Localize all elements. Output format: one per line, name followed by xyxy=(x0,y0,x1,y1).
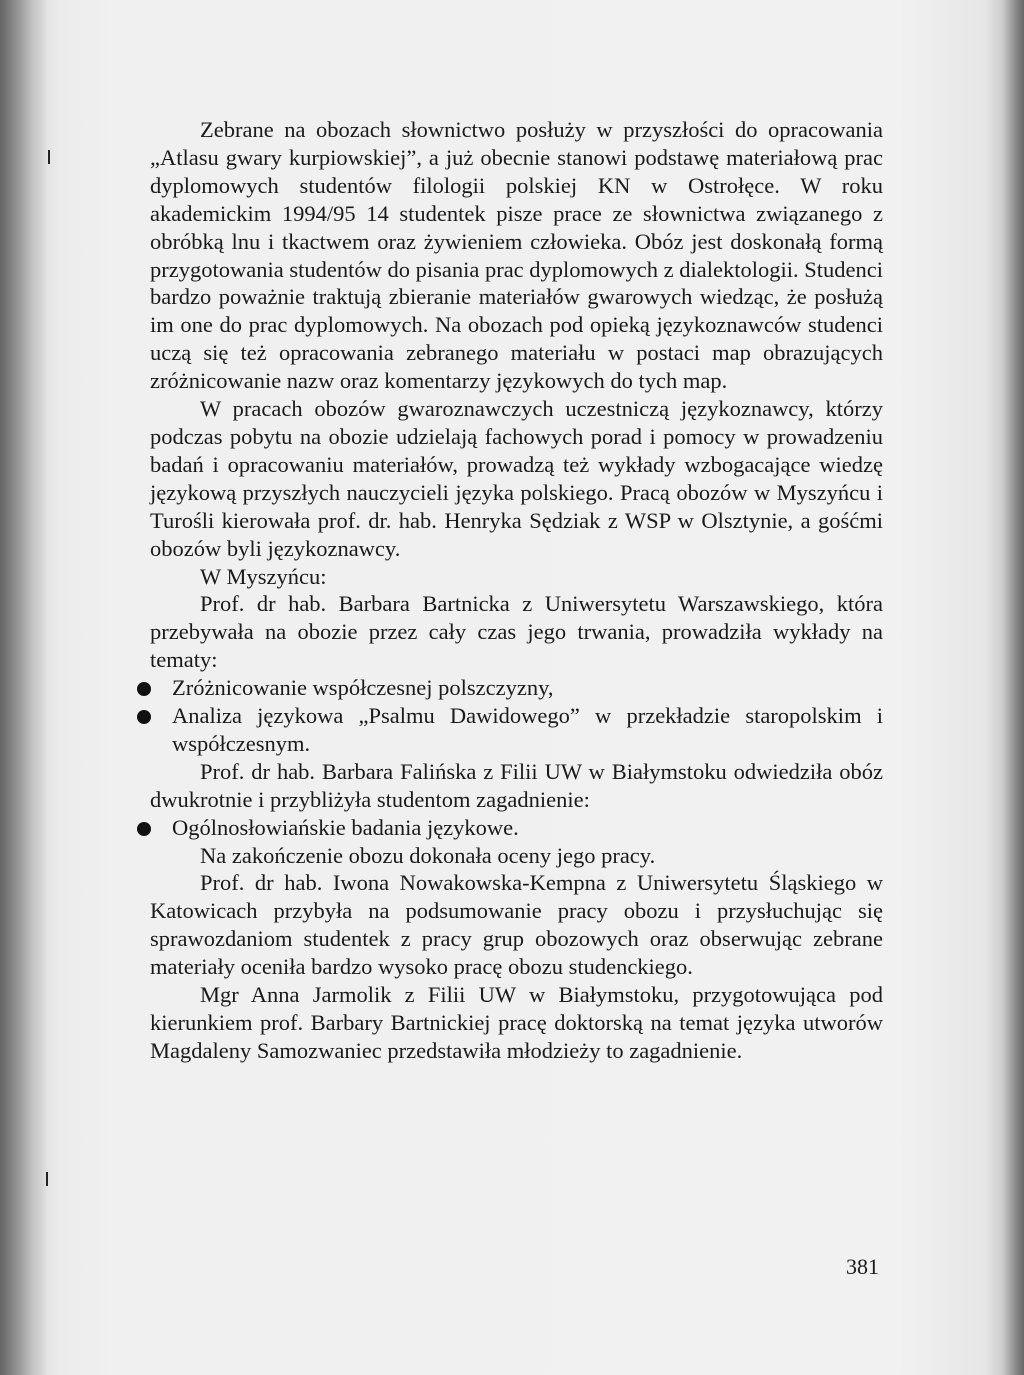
body-text xyxy=(150,116,883,1065)
bullet-icon xyxy=(137,682,151,696)
margin-mark xyxy=(46,1172,48,1186)
list-item-text: Analiza językowa „Psalmu Dawidowego” w przekładzie staropolskim i współczesnym. xyxy=(172,703,883,756)
paragraph: Zebrane na obozach słownictwo posłuży w przyszłości do opracowania „Atlasu gwary kurpiowskiej”, a już obecnie stanowi podstawę materiałową prac dyplomowych studentów filologii polskiej KN w Ostrołęce. W roku akademickim 1994/95 14 studentek pisze prace ze słownictwa związanego z obróbką lnu i tkactwem oraz żywieniem człowieka. Obóz jest doskonałą formą przygotowania studentów do pisania prac dyplomowych z dialektologii. Studenci bardzo poważnie traktują zbieranie materiałów gwarowych wiedząc, że posłużą im one do prac dyplomowych. Na obozach pod opieką językoznawców studenci uczą się też opracowania zebranego materiału w postaci map obrazujących zróżnicowanie nazw oraz komentarzy językowych do tych map. xyxy=(150,117,883,394)
spine-shadow xyxy=(0,0,48,1375)
bullet-icon xyxy=(137,822,151,836)
paragraph: Prof. dr hab. Barbara Falińska z Filii UW w Białymstoku odwiedziła obóz dwukrotnie i przybliżyła studentom zagadnienie: xyxy=(150,758,883,812)
paragraph: Na zakończenie obozu dokonała oceny jego pracy. xyxy=(200,842,656,868)
paragraph: W Myszyńcu: xyxy=(200,563,327,589)
list-item xyxy=(150,674,883,702)
page-edge-shadow xyxy=(1002,0,1024,1375)
paragraph: Mgr Anna Jarmolik z Filii UW w Białymstoku, przygotowująca pod kierunkiem prof. Barbary Bartnickiej pracę doktorską na temat języka utworów Magdaleny Samozwaniec przedstawiła młodzieży to zagadnienie. xyxy=(150,982,883,1063)
paragraph: Prof. dr hab. Iwona Nowakowska-Kempna z Uniwersytetu Śląskiego w Katowicach przybyła na podsumowanie pracy obozu i przysłuchując się sprawozdaniom studentek z pracy grup obozowych oraz obserwując zebrane materiały oceniła bardzo wysoko pracę obozu studenckiego. xyxy=(150,870,883,980)
list-item-text: Ogólnosłowiańskie badania językowe. xyxy=(172,814,519,840)
paragraph: W pracach obozów gwaroznawczych uczestniczą językoznawcy, którzy podczas pobytu na obozie udzielają fachowych porad i pomocy w prowadzeniu badań i opracowaniu materiałów, prowadzą też wykłady wzbogacające wiedzę językową przyszłych nauczycieli języka polskiego. Pracą obozów w Myszyńcu i Turośli kierowała prof. dr. hab. Henryka Sędziak z WSP w Olsztynie, a gośćmi obozów byli językoznawcy. xyxy=(150,396,883,561)
paragraph: Prof. dr hab. Barbara Bartnicka z Uniwersytetu Warszawskiego, która przebywała na obozie przez cały czas jego trwania, prowadziła wykłady na tematy: xyxy=(150,591,883,673)
margin-mark xyxy=(48,150,50,164)
bullet-list xyxy=(150,674,883,758)
bullet-icon xyxy=(137,710,151,724)
bullet-list xyxy=(150,814,883,842)
list-item xyxy=(150,702,883,758)
list-item xyxy=(150,814,883,842)
page-number: 381 xyxy=(846,1254,879,1279)
list-item-text: Zróżnicowanie współczesnej polszczyzny, xyxy=(172,675,554,701)
